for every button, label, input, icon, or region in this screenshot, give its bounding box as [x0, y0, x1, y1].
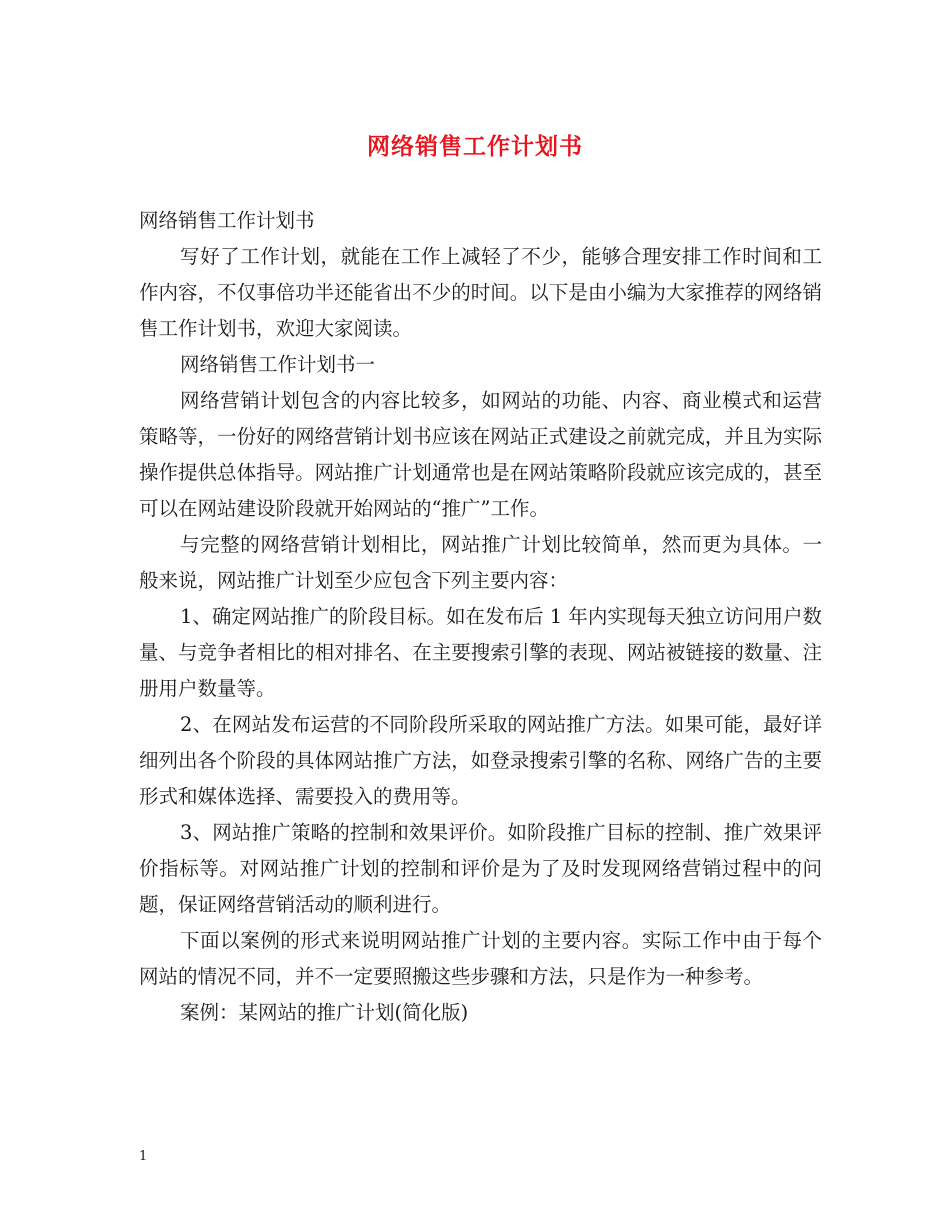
list-item: 3、网站推广策略的控制和效果评价。如阶段推广目标的控制、推广效果评价指标等。对网站推广计划的控制和评价是为了及时发现网络营销过程中的问题，保证网络营销活动的顺利进行。 — [139, 821, 822, 916]
list-item: 1、确定网站推广的阶段目标。如在发布后 1 年内实现每天独立访问用户数量、与竞争者相比的相对排名、在主要搜索引擎的表现、网站被链接的数量、注册用户数量等。 — [139, 605, 822, 700]
page-number: 1 — [139, 1149, 148, 1164]
document-body — [139, 203, 822, 1031]
case-heading: 案例：某网站的推广计划(简化版) — [180, 1001, 469, 1024]
body-paragraph: 网络销售工作计划书 — [139, 209, 315, 232]
body-paragraph: 网络营销计划包含的内容比较多，如网站的功能、内容、商业模式和运营策略等，一份好的网络营销计划书应该在网站正式建设之前就完成，并且为实际操作提供总体指导。网站推广计划通常也是在网站策略阶段就应该完成的，甚至可以在网站建设阶段就开始网站的“推广”工作。 — [139, 389, 822, 520]
body-paragraph: 写好了工作计划，就能在工作上减轻了不少，能够合理安排工作时间和工作内容，不仅事倍功半还能省出不少的时间。以下是由小编为大家推荐的网络销售工作计划书，欢迎大家阅读。 — [139, 245, 822, 340]
section-heading: 网络销售工作计划书一 — [180, 353, 376, 376]
body-paragraph: 下面以案例的形式来说明网站推广计划的主要内容。实际工作中由于每个网站的情况不同，并不一定要照搬这些步骤和方法，只是作为一种参考。 — [139, 929, 822, 988]
document-title: 网络销售工作计划书 — [367, 133, 583, 160]
body-paragraph: 与完整的网络营销计划相比，网站推广计划比较简单，然而更为具体。一般来说，网站推广计划至少应包含下列主要内容： — [139, 533, 822, 592]
list-item: 2、在网站发布运营的不同阶段所采取的网站推广方法。如果可能，最好详细列出各个阶段的具体网站推广方法，如登录搜索引擎的名称、网络广告的主要形式和媒体选择、需要投入的费用等。 — [139, 713, 822, 808]
